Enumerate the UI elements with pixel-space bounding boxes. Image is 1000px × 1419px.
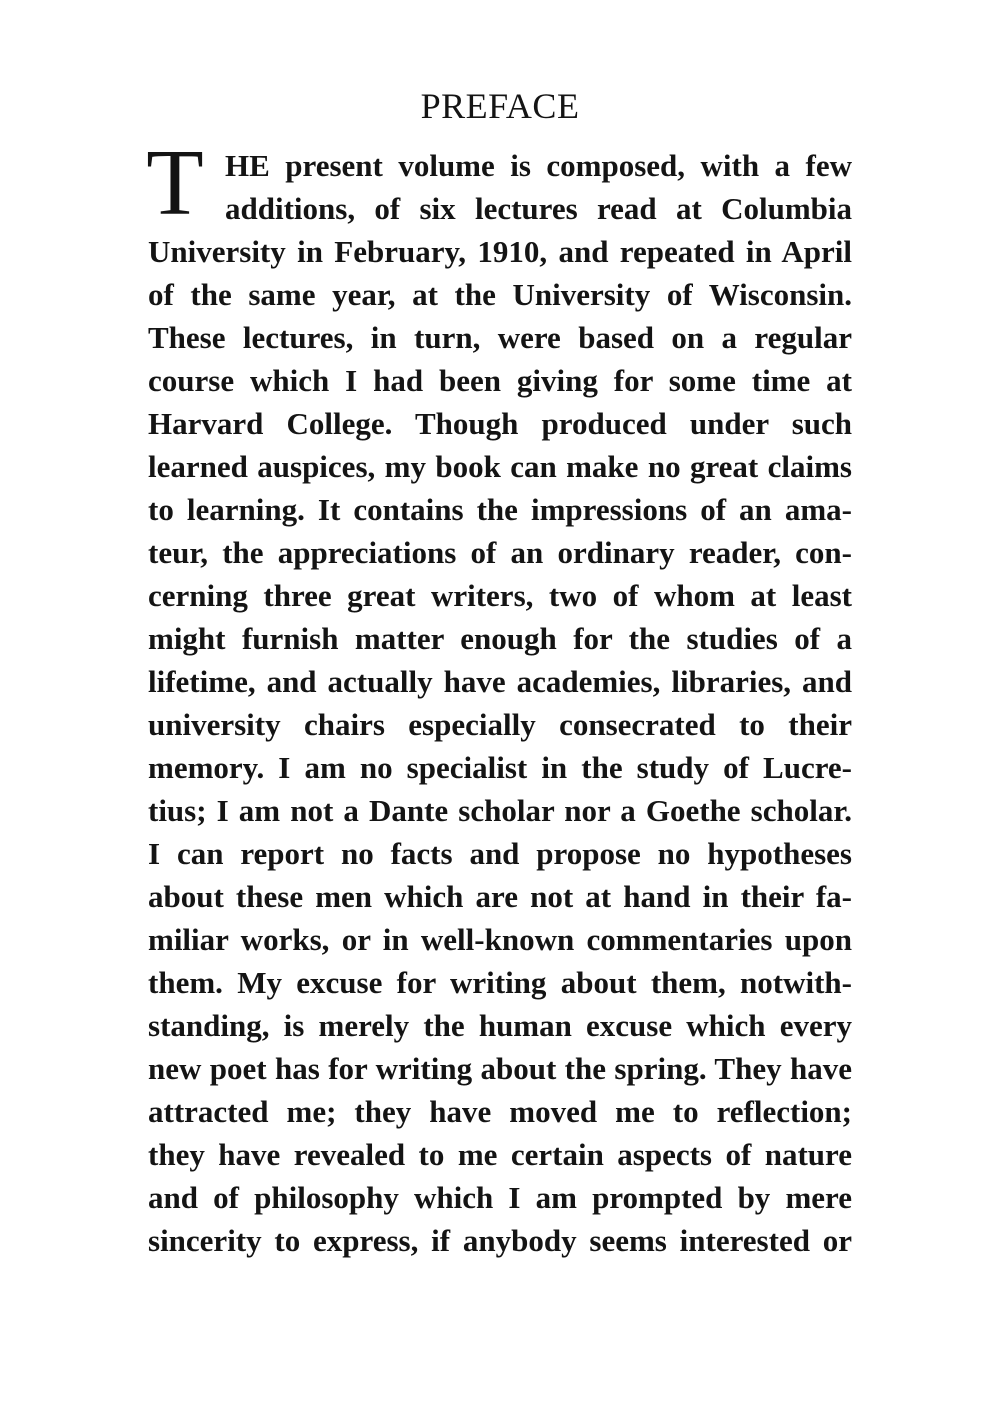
text-line: and of philosophy which I am prompted by mere bbox=[148, 1180, 852, 1215]
text-line: University in February, 1910, and repeated in April bbox=[148, 234, 852, 269]
text-line: cerning three great writers, two of whom at least bbox=[148, 578, 852, 613]
text-line: lifetime, and actually have academies, libraries, and bbox=[148, 664, 852, 699]
text-line: memory. I am no specialist in the study of Lucre- bbox=[148, 750, 852, 785]
text-line: about these men which are not at hand in their fa- bbox=[148, 879, 852, 914]
page-title: PREFACE bbox=[420, 86, 580, 126]
text-line: tius; I am not a Dante scholar nor a Goethe scholar. bbox=[148, 793, 852, 828]
text-line: new poet has for writing about the spring. They have bbox=[148, 1051, 852, 1086]
drop-cap: T bbox=[146, 131, 204, 235]
text-line: learned auspices, my book can make no great claims bbox=[148, 449, 852, 484]
text-line: them. My excuse for writing about them, notwith- bbox=[148, 965, 852, 1000]
text-line: sincerity to express, if anybody seems interested or bbox=[148, 1223, 852, 1258]
text-line: These lectures, in turn, were based on a regular bbox=[148, 320, 852, 355]
text-line: to learning. It contains the impressions of an ama- bbox=[148, 492, 852, 527]
text-line: might furnish matter enough for the studies of a bbox=[148, 621, 852, 656]
text-line: they have revealed to me certain aspects of nature bbox=[148, 1137, 852, 1172]
text-line: standing, is merely the human excuse which every bbox=[148, 1008, 852, 1043]
text-line: Harvard College. Though produced under such bbox=[148, 406, 852, 441]
text-line: university chairs especially consecrated to their bbox=[148, 707, 852, 742]
text-line: I can report no facts and propose no hypotheses bbox=[148, 836, 852, 871]
text-line: attracted me; they have moved me to reflection; bbox=[148, 1094, 852, 1129]
text-line: additions, of six lectures read at Columbia bbox=[225, 191, 852, 226]
text-line: of the same year, at the University of Wisconsin. bbox=[148, 277, 852, 312]
text-line: miliar works, or in well-known commentaries upon bbox=[148, 922, 852, 957]
text-line: HE present volume is composed, with a few bbox=[225, 148, 852, 183]
text-line: teur, the appreciations of an ordinary reader, con- bbox=[148, 535, 852, 570]
text-line: course which I had been giving for some time at bbox=[148, 363, 852, 398]
